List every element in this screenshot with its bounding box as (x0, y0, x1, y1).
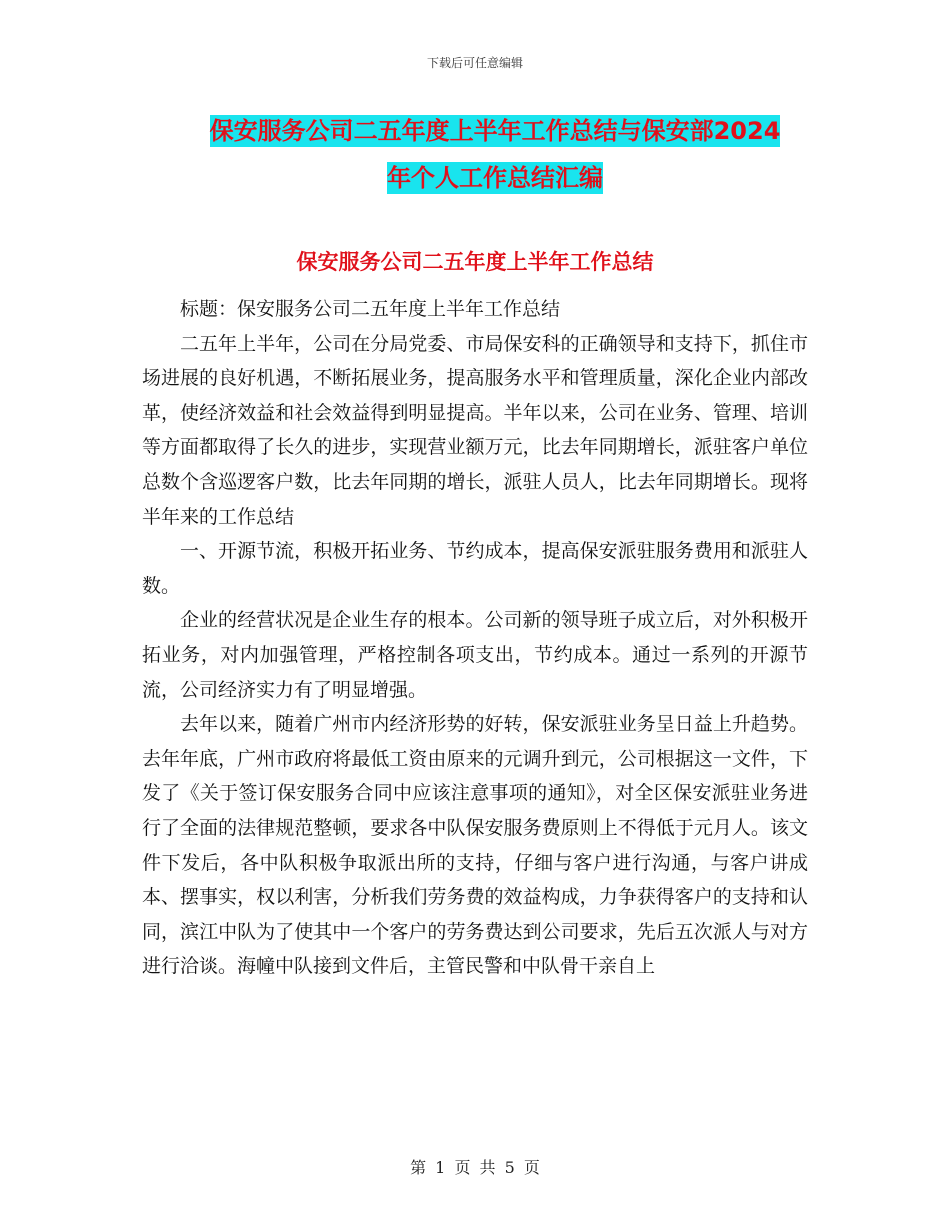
section-title: 保安服务公司二五年度上半年工作总结 (296, 250, 654, 274)
paragraph-operations: 企业的经营状况是企业生存的根本。公司新的领导班子成立后，对外积极开拓业务，对内加强管理，严格控制各项支出，节约成本。通过一系列的开源节流，公司经济实力有了明显增强。 (142, 609, 808, 701)
document-title (140, 108, 850, 202)
document-title-line-2: 年个人工作总结汇编 (387, 164, 603, 192)
paragraph-title-line: 标题：保安服务公司二五年度上半年工作总结 (180, 298, 561, 320)
page-footer-number: 第 1 页 共 5 页 (410, 1158, 540, 1177)
paragraph-intro: 二五年上半年，公司在分局党委、市局保安科的正确领导和支持下，抓住市场进展的良好机遇，不断拓展业务，提高服务水平和管理质量，深化企业内部改革，使经济效益和社会效益得到明显提高。半年以来，公司在业务、管理、培训等方面都取得了长久的进步，实现营业额万元，比去年同期增长，派驻客户单位总数个含巡逻客户数，比去年同期的增长，派驻人员人，比去年同期增长。现将半年来的工作总结 (142, 332, 808, 528)
paragraph-market: 去年以来，随着广州市内经济形势的好转，保安派驻业务呈日益上升趋势。去年年底，广州市政府将最低工资由原来的元调升到元，公司根据这一文件，下发了《关于签订保安服务合同中应该注意事项的通知》，对全区保安派驻业务进行了全面的法律规范整顿，要求各中队保安服务费原则上不得低于元月人。该文件下发后，各中队积极争取派出所的支持，仔细与客户进行沟通，与客户讲成本、摆事实，权以利害，分析我们劳务费的效益构成，力争获得客户的支持和认同，滨江中队为了使其中一个客户的劳务费达到公司要求，先后五次派人与对方进行洽谈。海幢中队接到文件后，主管民警和中队骨干亲自上 (142, 713, 808, 978)
paragraph-heading-1: 一、开源节流，积极开拓业务、节约成本，提高保安派驻服务费用和派驻人数。 (142, 540, 808, 597)
body-text (142, 292, 808, 984)
page-header-note: 下载后可任意编辑 (426, 56, 523, 70)
document-title-line-1: 保安服务公司二五年度上半年工作总结与保安部2024 (209, 117, 781, 145)
